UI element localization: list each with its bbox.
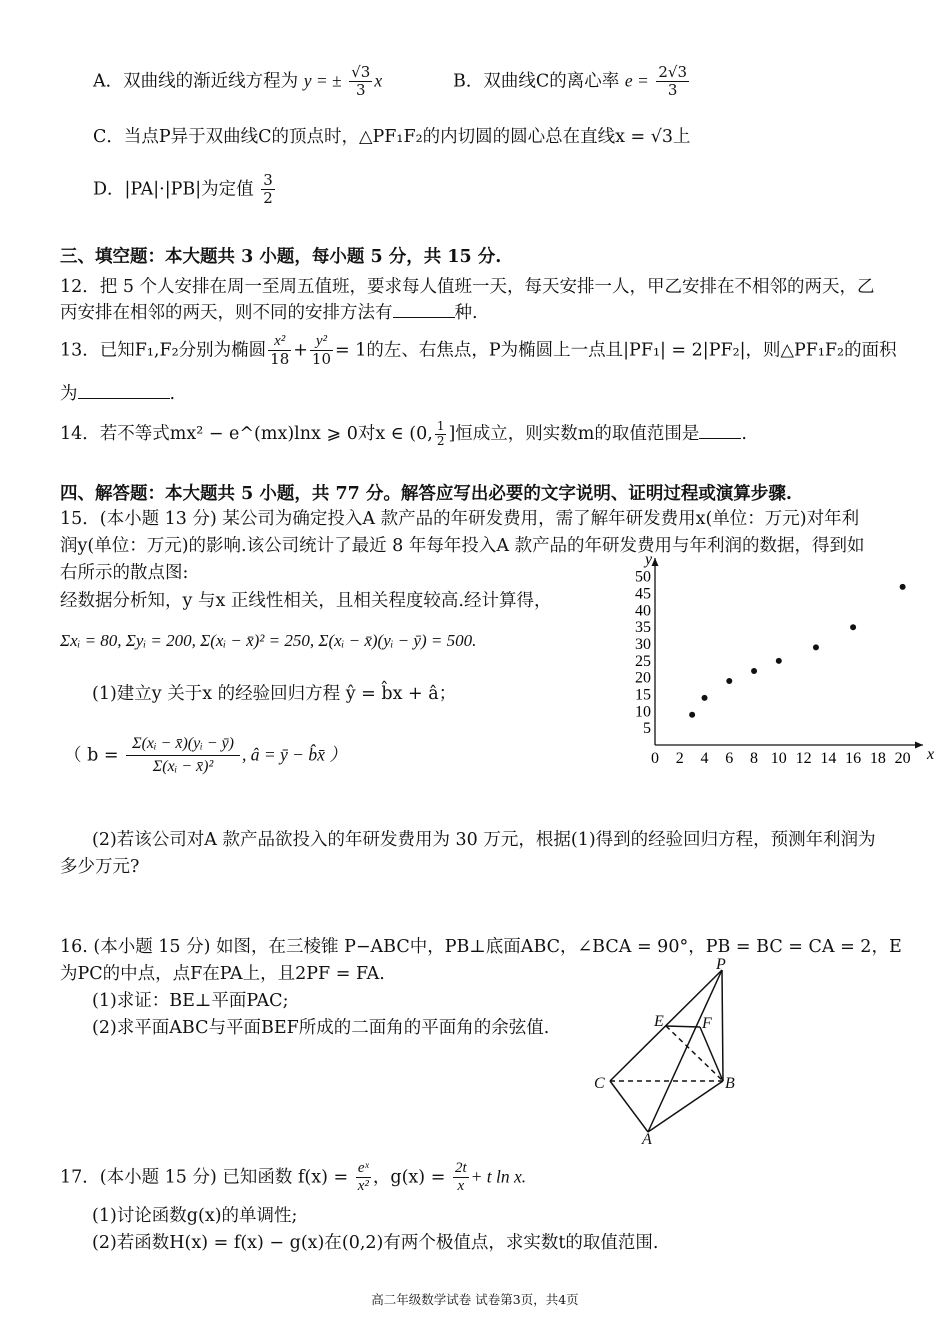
y-tick-label: 20 (635, 669, 651, 687)
q15-formula-num: Σ(xᵢ − x̄)(yᵢ − ȳ) (126, 733, 240, 756)
q15-formula-den: Σ(xᵢ − x̄)² (152, 758, 214, 776)
x-tick-label: 10 (770, 750, 787, 767)
x-tick-label: 16 (845, 750, 862, 767)
q16-line2: 为PC的中点，点F在PA上，且2PF = FA. (60, 964, 385, 984)
x-tick-label: 8 (750, 750, 759, 767)
segment-ef (666, 1026, 700, 1027)
label-c: C (594, 1075, 605, 1092)
option-d (93, 172, 277, 208)
scatter-point (751, 668, 757, 674)
edge-ca (610, 1081, 648, 1132)
option-b-den: 3 (667, 81, 678, 100)
q14-fraction (435, 420, 447, 449)
q12-line2 (60, 302, 478, 325)
segment-fb (700, 1027, 723, 1081)
q15-part2-line1: (2)若该公司对A 款产品欲投入的年研发费用为 30 万元，根据(1)得到的经验回归方程，预测年利润为 (92, 830, 876, 850)
scatter-point (850, 624, 856, 630)
q17-pre: 17．(本小题 15 分) 已知函数 f(x) = (60, 1167, 349, 1188)
q13-f2-den: 10 (311, 350, 332, 369)
q14-num: 1 (436, 419, 445, 433)
edge-pb (722, 970, 723, 1081)
q15-line3: 右所示的散点图: (60, 563, 189, 583)
q15-formula-fraction (126, 733, 240, 779)
q17-g-num: 2t (453, 1160, 469, 1178)
y-tick-label: 50 (635, 568, 651, 586)
q15-sums: Σxᵢ = 80, Σyᵢ = 200, Σ(xᵢ − x̄)² = 250, Σ(xᵢ − x̄)(yᵢ − ȳ) = 500. (60, 631, 477, 650)
x-axis-arrow (915, 742, 923, 749)
q15-line1: 15．(本小题 13 分) 某公司为确定投入A 款产品的年研发费用，需了解年研发费用x(单位：万元)对年利 (60, 509, 860, 529)
option-d-label: D． (93, 179, 125, 200)
option-a (93, 64, 382, 100)
option-a-den: 3 (356, 81, 366, 100)
option-c-label: C． (93, 127, 124, 147)
scatter-point (900, 584, 906, 590)
y-tick-label: 10 (635, 703, 651, 721)
q14-post: ]恒成立，则实数m的取值范围是 (448, 423, 700, 444)
q13-fraction-y (310, 333, 333, 369)
scatter-point (776, 658, 782, 664)
x-axis-label: x (927, 746, 935, 763)
option-b (453, 64, 691, 100)
q13-pre: 13．已知F₁,F₂分别为椭圆 (60, 340, 267, 361)
y-tick-label: 35 (635, 619, 651, 637)
option-a-post: x (374, 70, 383, 91)
option-d-text: |PA|·|PB|为定值 (124, 179, 254, 200)
x-tick-label: 12 (795, 750, 812, 767)
x-tick-label: 20 (894, 750, 911, 767)
option-d-num: 3 (263, 171, 273, 189)
scatter-point (813, 644, 819, 650)
scatter-point (726, 678, 732, 684)
q17-f-fraction (356, 1160, 371, 1196)
option-b-label: B． (453, 71, 484, 92)
q14-pre: 14．若不等式mx² − e^(mx)lnx ⩾ 0对x ∈ (0, (60, 423, 433, 444)
q17-post: + t ln x. (470, 1166, 527, 1187)
x-tick-label: 0 (651, 750, 659, 767)
section3-heading: 三、填空题：本大题共 3 小题，每小题 5 分，共 15 分. (60, 247, 502, 267)
y-axis-label: y (645, 551, 653, 568)
x-tick-label: 2 (675, 750, 684, 767)
q15-part1: (1)建立y 关于x 的经验回归方程 ŷ = b̂x + â； (92, 684, 457, 704)
q17-part1: (1)讨论函数g(x)的单调性; (92, 1206, 298, 1226)
option-d-fraction (261, 172, 275, 208)
q15-formula-b-label: （ b = (64, 745, 119, 766)
q16-part1: (1)求证：BE⊥平面PAC; (92, 991, 289, 1011)
q13-post: = 1的左、右焦点，P为椭圆上一点且|PF₁| = 2|PF₂|，则△PF₁F₂的面积 (335, 340, 897, 361)
q17-line1 (60, 1160, 526, 1196)
q13-plus: + (293, 340, 308, 361)
q15-line2: 润y(单位：万元)的影响.该公司统计了最近 8 年每年投入A 款产品的年研发费用与年利润的数据，得到如 (60, 536, 865, 556)
y-tick-label: 25 (635, 652, 651, 670)
option-a-fraction (349, 64, 372, 100)
y-tick-label: 15 (635, 686, 651, 704)
x-tick-label: 4 (700, 750, 709, 767)
y-axis-arrow (652, 558, 659, 566)
q12-line1: 12．把 5 个人安排在周一至周五值班，要求每人值班一天，每天安排一人，甲乙安排在不相邻的两天，乙 (60, 277, 875, 297)
page-footer: 高二年级数学试卷 试卷第3页，共4页 (371, 1292, 579, 1307)
q13-fraction-x (268, 333, 291, 369)
q15-formula-a: , â = ȳ − b̂x̄ ） (241, 744, 347, 765)
y-tick-label: 40 (635, 602, 651, 620)
q12-answer-blank[interactable] (393, 303, 455, 318)
q14-answer-blank[interactable] (699, 424, 741, 439)
option-b-fraction (656, 64, 689, 100)
q16-line1: 16. (本小题 15 分) 如图，在三棱锥 P−ABC中，PB⊥底面ABC，∠BCA = 90°，PB = BC = CA = 2，E (60, 937, 902, 957)
option-b-expr: e = (624, 70, 649, 91)
q13-f1-den: 18 (270, 350, 290, 369)
q15-formula (64, 733, 347, 779)
q13-f1-num: x² (268, 333, 291, 351)
y-tick-label: 45 (635, 585, 651, 603)
label-b: B (725, 1075, 735, 1092)
option-a-label: A． (93, 71, 124, 92)
option-a-text: 双曲线的渐近线方程为 (123, 71, 299, 92)
tetrahedron-figure (590, 955, 760, 1148)
q14-tail: . (741, 423, 747, 444)
option-a-expr: y = ± (303, 70, 342, 91)
scatter-chart (630, 551, 935, 770)
option-a-num: √3 (351, 63, 371, 81)
q14 (60, 420, 747, 449)
q13-f2-num: y² (310, 333, 333, 351)
scatter-point (702, 695, 708, 701)
x-tick-label: 6 (725, 750, 734, 767)
q12-line2-text: 丙安排在相邻的两天，则不同的安排方法有 (60, 303, 393, 323)
x-tick-label: 14 (820, 750, 837, 767)
q13-line1 (60, 333, 897, 369)
label-a: A (642, 1131, 652, 1148)
q13-tail: . (169, 384, 176, 404)
scatter-point (689, 712, 695, 718)
option-c-text: 当点P异于双曲线C的顶点时，△PF₁F₂的内切圆的圆心总在直线x = √3上 (123, 127, 691, 147)
option-b-num: 2√3 (658, 63, 688, 81)
q17-g-den: x (457, 1178, 465, 1195)
q17-g-fraction (453, 1160, 469, 1196)
q13-answer-blank[interactable] (78, 384, 170, 399)
label-p: P (716, 956, 726, 973)
q13-line2-text: 为 (60, 384, 78, 404)
label-e: E (654, 1013, 664, 1030)
y-tick-label: 30 (635, 636, 651, 654)
option-c (93, 126, 691, 149)
q15-part2-line2: 多少万元? (60, 857, 140, 877)
q13-line2 (60, 383, 175, 406)
section4-heading: 四、解答题：本大题共 5 小题，共 77 分。解答应写出必要的文字说明、证明过程或演算步骤. (60, 484, 792, 504)
option-d-den: 2 (263, 189, 273, 208)
q12-tail: 种. (454, 303, 478, 323)
q17-mid: ，g(x) = (372, 1167, 446, 1188)
q15-line4: 经数据分析知，y 与x 正线性相关，且相关程度较高.经计算得， (60, 591, 552, 611)
label-f: F (702, 1015, 712, 1032)
q16-part2: (2)求平面ABC与平面BEF所成的二面角的平面角的余弦值. (92, 1018, 550, 1038)
option-b-text: 双曲线C的离心率 (483, 71, 620, 92)
q17-f-num: eˣ (356, 1160, 371, 1178)
q14-den: 2 (436, 433, 445, 448)
x-tick-label: 18 (869, 750, 886, 767)
q17-f-den: x² (357, 1178, 369, 1195)
q17-part2: (2)若函数H(x) = f(x) − g(x)在(0,2)有两个极值点，求实数t的取值范围. (92, 1233, 659, 1253)
y-tick-label: 5 (643, 720, 651, 738)
